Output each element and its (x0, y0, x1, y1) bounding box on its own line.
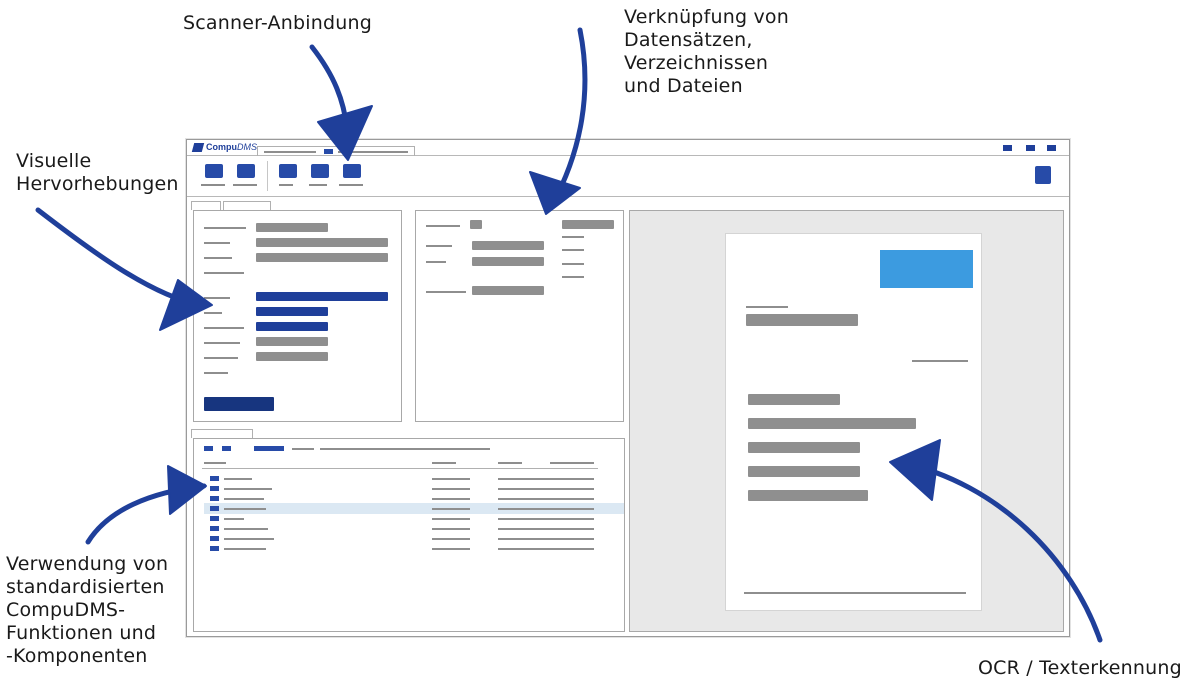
highlighted-field-1[interactable] (256, 292, 388, 301)
logo-text (206, 142, 257, 152)
annotation-visual-line-2: Hervorhebungen (16, 173, 179, 195)
toolbar-button-1[interactable] (205, 164, 223, 178)
list-toolbar-icon-3[interactable] (254, 446, 284, 451)
document-logo-block (880, 250, 973, 288)
arrow-scanner (312, 47, 348, 148)
row-icon (210, 496, 219, 501)
highlighted-field-3[interactable] (256, 322, 328, 331)
tab-links[interactable] (223, 201, 271, 210)
annotation-standard (6, 553, 168, 668)
app-window (186, 139, 1070, 637)
annotation-linking-line-1: Verknüpfung von (624, 6, 789, 28)
annotation-standard-line-5: -Komponenten (6, 645, 148, 667)
save-button[interactable] (204, 397, 274, 411)
row-icon (210, 506, 219, 511)
list-panel (193, 438, 625, 632)
logo-text-main: Compu (206, 142, 237, 152)
annotation-linking-line-4: und Dateien (624, 75, 743, 97)
annotation-standard-line-1: Verwendung von (6, 553, 169, 575)
logo-text-accent: DMS (237, 142, 257, 152)
tab-label (264, 151, 316, 153)
links-panel (415, 210, 624, 422)
highlighted-field-2[interactable] (256, 307, 328, 316)
row-icon (210, 536, 219, 541)
form-panel (193, 210, 402, 422)
tab-details[interactable] (191, 201, 221, 210)
toolbar-label-3 (279, 184, 293, 186)
annotation-linking (624, 6, 789, 98)
minimize-icon[interactable] (1003, 145, 1012, 151)
toolbar-label-1 (201, 184, 225, 186)
row-icon (210, 516, 219, 521)
toolbar-label-2 (233, 184, 257, 186)
annotation-ocr-text: OCR / Texterkennung (978, 657, 1182, 679)
tab-label-2 (338, 151, 408, 153)
toolbar-button-2[interactable] (237, 164, 255, 178)
toolbar-button-3[interactable] (279, 164, 297, 178)
tab-icon (324, 149, 333, 154)
annotation-standard-line-2: standardisierten (6, 576, 165, 598)
toolbar-label-4 (309, 184, 327, 186)
list-toolbar-icon-2[interactable] (222, 446, 231, 451)
annotation-scanner (183, 12, 372, 35)
annotation-standard-line-3: CompuDMS- (6, 599, 126, 621)
annotation-linking-line-2: Datensätzen, (624, 29, 753, 51)
toolbar-separator (267, 161, 268, 191)
close-icon[interactable] (1047, 145, 1056, 151)
arrow-visual (38, 210, 200, 305)
annotation-linking-line-3: Verzeichnissen (624, 52, 769, 74)
annotation-standard-line-4: Funktionen und (6, 622, 157, 644)
annotation-visual (16, 150, 179, 196)
scanner-label (339, 184, 363, 186)
document-page (725, 233, 982, 611)
document-viewer (629, 210, 1064, 632)
row-icon (210, 486, 219, 491)
toolbar (187, 157, 1069, 197)
list-toolbar-icon-1[interactable] (204, 446, 213, 451)
title-bar (187, 140, 1069, 156)
app-logo (193, 142, 257, 152)
maximize-icon[interactable] (1026, 145, 1035, 151)
annotation-scanner-text: Scanner-Anbindung (183, 12, 372, 34)
annotation-visual-line-1: Visuelle (16, 150, 92, 172)
scanner-icon[interactable] (343, 164, 361, 178)
toolbar-button-4[interactable] (311, 164, 329, 178)
annotation-ocr (978, 657, 1182, 680)
tab-list[interactable] (191, 429, 253, 438)
row-icon (210, 476, 219, 481)
logo-icon (192, 143, 204, 152)
document-tab[interactable] (257, 146, 415, 156)
row-icon (210, 526, 219, 531)
toolbar-button-right[interactable] (1035, 166, 1051, 184)
row-icon (210, 546, 219, 551)
